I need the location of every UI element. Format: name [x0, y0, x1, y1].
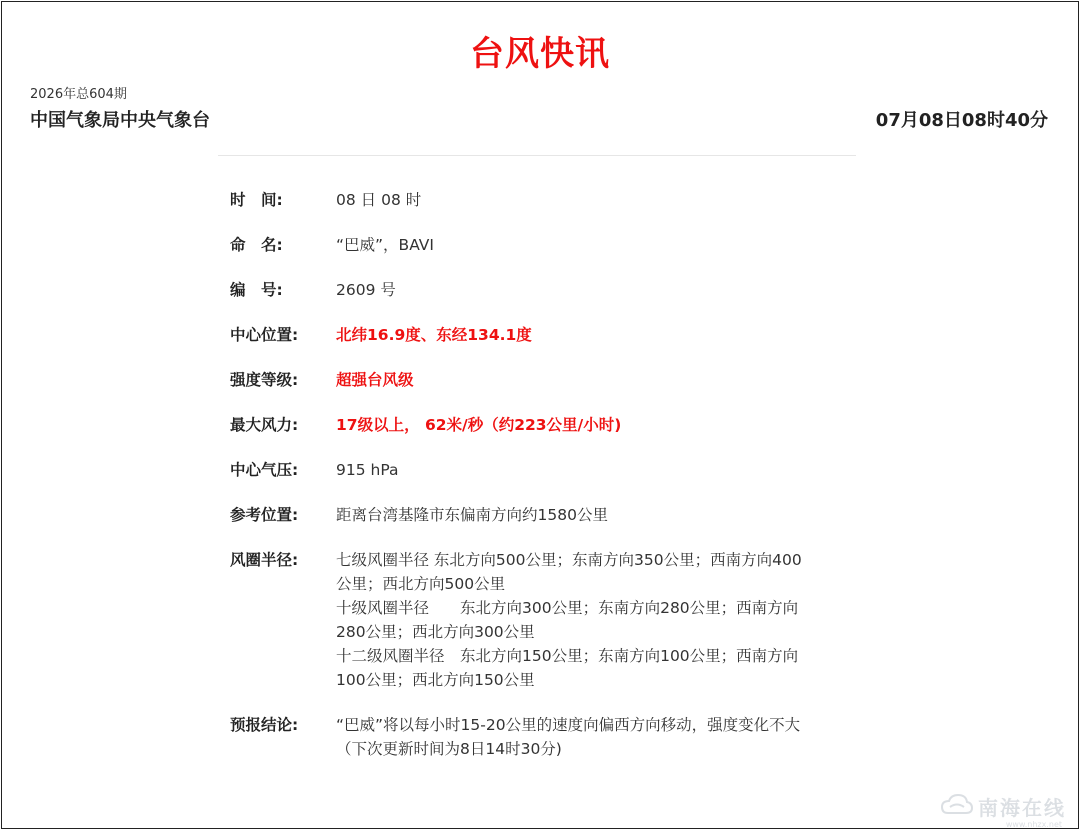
info-row-pressure: [230, 458, 850, 482]
cloud-logo-icon: [940, 793, 974, 821]
wind-radius-line: 七级风圈半径 东北方向500公里；东南方向350公里；西南方向400: [336, 551, 802, 569]
max-wind-value: 17级以上， 62米/秒（约223公里/小时): [336, 416, 622, 434]
pressure-value: 915 hPa: [336, 461, 399, 479]
wind-radius-line: 280公里；西北方向300公里: [336, 623, 535, 641]
header-divider: [218, 155, 856, 156]
info-row-wind-radius: [230, 548, 850, 692]
intensity-label: 强度等级:: [230, 371, 299, 389]
wind-radius-value: [336, 548, 850, 692]
forecast-line: （下次更新时间为8日14时30分): [336, 740, 562, 758]
info-row-time: [230, 188, 850, 212]
info-row-name: [230, 233, 850, 257]
info-row-reference-position: [230, 503, 850, 527]
time-label: 时 间:: [230, 191, 283, 209]
issue-datetime: 07月08日08时40分: [875, 110, 1048, 131]
info-row-intensity: [230, 368, 850, 392]
forecast-value: [336, 713, 850, 761]
number-value: 2609 号: [336, 281, 396, 299]
name-value: “巴威”，BAVI: [336, 236, 434, 254]
typhoon-info-table: [230, 188, 850, 782]
wind-radius-label: 风圈半径:: [230, 551, 299, 569]
pressure-label: 中心气压:: [230, 461, 299, 479]
wind-radius-line: 十二级风圈半径 东北方向150公里；东南方向100公里；西南方向: [336, 647, 799, 665]
watermark-text: 南海在线: [978, 796, 1066, 820]
info-row-number: [230, 278, 850, 302]
reference-position-label: 参考位置:: [230, 506, 299, 524]
forecast-line: “巴威”将以每小时15-20公里的速度向偏西方向移动，强度变化不大: [336, 716, 801, 734]
center-position-label: 中心位置:: [230, 326, 299, 344]
max-wind-label: 最大风力:: [230, 416, 299, 434]
time-value: 08 日 08 时: [336, 191, 422, 209]
wind-radius-line: 十级风圈半径 东北方向300公里；东南方向280公里；西南方向: [336, 599, 799, 617]
reference-position-value: 距离台湾基隆市东偏南方向约1580公里: [336, 506, 608, 524]
watermark-url: www.nhzx.net: [1005, 820, 1062, 829]
intensity-value: 超强台风级: [336, 371, 414, 389]
info-row-max-wind: [230, 413, 850, 437]
info-row-center-position: [230, 323, 850, 347]
issuing-agency: 中国气象局中央气象台: [30, 110, 210, 131]
site-watermark: [940, 792, 1066, 829]
name-label: 命 名:: [230, 236, 283, 254]
info-row-forecast: [230, 713, 850, 761]
forecast-label: 预报结论:: [230, 716, 299, 734]
center-position-value: 北纬16.9度、东经134.1度: [336, 326, 532, 344]
number-label: 编 号:: [230, 281, 283, 299]
wind-radius-line: 公里；西北方向500公里: [336, 575, 506, 593]
issue-number: 2026年总604期: [30, 87, 127, 102]
page-title: 台风快讯: [470, 34, 610, 74]
wind-radius-line: 100公里；西北方向150公里: [336, 671, 535, 689]
